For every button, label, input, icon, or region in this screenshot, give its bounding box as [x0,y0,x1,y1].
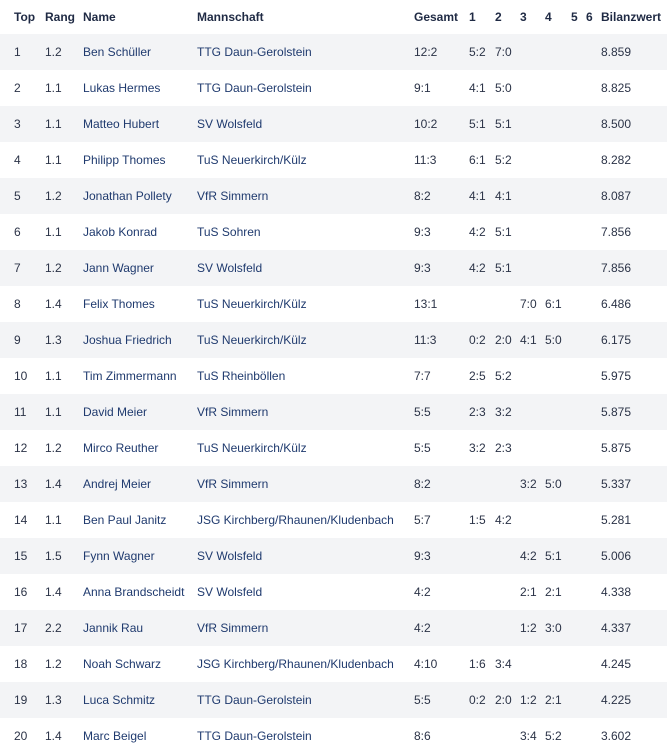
row-bilanz: 6.175 [601,333,632,347]
row-bilanz: 5.875 [601,405,632,419]
row-rang: 1.5 [45,549,62,563]
row-bilanz: 8.282 [601,153,632,167]
table-row [0,466,667,502]
row-score-4: 5:0 [545,333,562,347]
column-header-4[interactable]: 4 [545,10,552,24]
player-link[interactable]: Felix Thomes [83,297,155,311]
row-top: 17 [14,621,28,635]
row-gesamt: 9:3 [414,261,431,275]
row-rang: 1.2 [45,189,62,203]
table-row [0,502,667,538]
table-row [0,178,667,214]
row-gesamt: 8:6 [414,729,431,743]
table-row [0,538,667,574]
player-link[interactable]: Mirco Reuther [83,441,159,455]
row-gesamt: 11:3 [414,153,437,167]
table-header [0,0,667,34]
player-link[interactable]: Tim Zimmermann [83,369,177,383]
row-gesamt: 5:5 [414,405,431,419]
row-rang: 1.1 [45,153,62,167]
team-link[interactable]: TTG Daun-Gerolstein [197,693,312,707]
row-score-4: 6:1 [545,297,562,311]
column-header-top[interactable]: Top [14,10,36,24]
row-top: 5 [14,189,21,203]
row-score-4: 5:1 [545,549,562,563]
row-bilanz: 5.975 [601,369,632,383]
row-top: 6 [14,225,21,239]
row-bilanz: 8.825 [601,81,632,95]
row-score-1: 2:5 [469,369,486,383]
row-top: 20 [14,729,28,743]
team-link[interactable]: SV Wolsfeld [197,585,263,599]
row-score-2: 7:0 [495,45,512,59]
row-gesamt: 4:10 [414,657,438,671]
row-score-1: 1:6 [469,657,486,671]
table-row [0,34,667,70]
column-header-team[interactable]: Mannschaft [197,10,264,24]
row-gesamt: 4:2 [414,585,431,599]
row-rang: 1.1 [45,81,62,95]
row-score-1: 4:2 [469,225,486,239]
table-row [0,646,667,682]
team-link[interactable]: TuS Neuerkirch/Külz [197,297,307,311]
row-rang: 1.2 [45,45,62,59]
player-link[interactable]: Ben Paul Janitz [83,513,167,527]
table-row [0,286,667,322]
row-rang: 2.2 [45,621,62,635]
row-score-3: 2:1 [520,585,537,599]
row-score-2: 3:4 [495,657,512,671]
table-body [0,34,667,754]
row-score-4: 5:2 [545,729,562,743]
column-header-1[interactable]: 1 [469,10,476,24]
row-top: 14 [14,513,28,527]
player-link[interactable]: Jannik Rau [83,621,144,635]
team-link[interactable]: TuS Rheinböllen [197,369,286,383]
player-link[interactable]: Anna Brandscheidt [83,585,185,599]
row-bilanz: 4.245 [601,657,632,671]
table-row [0,718,667,754]
player-link[interactable]: Fynn Wagner [83,549,155,563]
row-score-2: 5:1 [495,261,512,275]
row-score-1: 0:2 [469,693,486,707]
row-score-2: 5:1 [495,117,512,131]
row-score-1: 4:2 [469,261,486,275]
team-link[interactable]: TTG Daun-Gerolstein [197,729,312,743]
team-link[interactable]: SV Wolsfeld [197,261,263,275]
row-score-1: 5:2 [469,45,486,59]
row-rang: 1.4 [45,729,62,743]
column-header-3[interactable]: 3 [520,10,527,24]
player-link[interactable]: Jakob Konrad [83,225,158,239]
row-score-1: 0:2 [469,333,486,347]
row-rang: 1.2 [45,261,62,275]
team-link[interactable]: VfR Simmern [197,477,269,491]
column-header-bilanz[interactable]: Bilanzwert [601,10,662,24]
row-score-1: 6:1 [469,153,486,167]
row-rang: 1.1 [45,369,62,383]
player-link[interactable]: Andrej Meier [83,477,152,491]
row-score-2: 5:0 [495,81,512,95]
row-rang: 1.4 [45,585,62,599]
row-rang: 1.1 [45,405,62,419]
table-row [0,322,667,358]
row-top: 2 [14,81,21,95]
player-link[interactable]: Noah Schwarz [83,657,162,671]
row-rang: 1.3 [45,693,62,707]
row-rang: 1.1 [45,225,62,239]
row-score-3: 3:2 [520,477,537,491]
row-score-1: 1:5 [469,513,486,527]
row-bilanz: 8.859 [601,45,632,59]
table-row [0,214,667,250]
team-link[interactable]: SV Wolsfeld [197,117,263,131]
row-score-3: 4:1 [520,333,537,347]
row-bilanz: 5.281 [601,513,632,527]
team-link[interactable]: TTG Daun-Gerolstein [197,45,312,59]
row-score-2: 4:2 [495,513,512,527]
row-top: 18 [14,657,28,671]
table-row [0,682,667,718]
row-score-2: 5:2 [495,369,512,383]
row-rang: 1.4 [45,477,62,491]
row-score-2: 2:0 [495,333,512,347]
row-top: 7 [14,261,21,275]
row-gesamt: 5:5 [414,693,431,707]
row-score-2: 3:2 [495,405,512,419]
table-row [0,574,667,610]
team-link[interactable]: VfR Simmern [197,621,269,635]
row-gesamt: 8:2 [414,477,431,491]
row-top: 13 [14,477,28,491]
row-gesamt: 9:3 [414,549,431,563]
row-gesamt: 8:2 [414,189,431,203]
row-score-2: 5:1 [495,225,512,239]
row-bilanz: 5.337 [601,477,632,491]
row-score-3: 7:0 [520,297,537,311]
player-link[interactable]: Marc Beigel [83,729,147,743]
row-gesamt: 4:2 [414,621,431,635]
row-bilanz: 4.337 [601,621,632,635]
team-link[interactable]: TTG Daun-Gerolstein [197,81,312,95]
row-score-1: 4:1 [469,189,486,203]
table-row [0,358,667,394]
row-gesamt: 5:5 [414,441,431,455]
row-top: 12 [14,441,28,455]
row-bilanz: 5.006 [601,549,632,563]
row-top: 9 [14,333,21,347]
player-link[interactable]: Ben Schüller [83,45,152,59]
row-top: 19 [14,693,28,707]
row-bilanz: 5.875 [601,441,632,455]
row-bilanz: 8.500 [601,117,632,131]
row-bilanz: 8.087 [601,189,632,203]
row-score-4: 2:1 [545,693,562,707]
table-row [0,610,667,646]
row-score-3: 3:4 [520,729,537,743]
row-bilanz: 3.602 [601,729,632,743]
row-score-1: 4:1 [469,81,486,95]
row-score-2: 5:2 [495,153,512,167]
row-gesamt: 12:2 [414,45,438,59]
player-link[interactable]: David Meier [83,405,148,419]
row-gesamt: 5:7 [414,513,431,527]
team-link[interactable]: TuS Sohren [197,225,261,239]
table-row [0,70,667,106]
row-rang: 1.4 [45,297,62,311]
table-row [0,106,667,142]
row-score-2: 2:3 [495,441,512,455]
row-rang: 1.2 [45,441,62,455]
row-score-4: 2:1 [545,585,562,599]
column-header-2[interactable]: 2 [495,10,502,24]
player-link[interactable]: Matteo Hubert [83,117,160,131]
player-link[interactable]: Luca Schmitz [83,693,156,707]
team-link[interactable]: VfR Simmern [197,189,269,203]
team-link[interactable]: TuS Neuerkirch/Külz [197,441,307,455]
row-score-3: 1:2 [520,621,537,635]
row-gesamt: 9:1 [414,81,431,95]
row-bilanz: 4.225 [601,693,632,707]
row-top: 3 [14,117,21,131]
team-link[interactable]: JSG Kirchberg/Rhaunen/Kludenbach [197,657,394,671]
row-top: 4 [14,153,21,167]
player-link[interactable]: Lukas Hermes [83,81,161,95]
row-rang: 1.1 [45,117,62,131]
row-rang: 1.2 [45,657,62,671]
row-top: 1 [14,45,21,59]
row-gesamt: 7:7 [414,369,431,383]
row-top: 15 [14,549,28,563]
row-score-2: 2:0 [495,693,512,707]
row-top: 10 [14,369,28,383]
team-link[interactable]: SV Wolsfeld [197,549,263,563]
column-header-6[interactable]: 6 [586,10,593,24]
row-top: 16 [14,585,28,599]
row-gesamt: 13:1 [414,297,438,311]
row-gesamt: 11:3 [414,333,437,347]
row-gesamt: 9:3 [414,225,431,239]
column-header-5[interactable]: 5 [571,10,578,24]
table-row [0,250,667,286]
row-rang: 1.1 [45,513,62,527]
column-header-name[interactable]: Name [83,10,116,24]
column-header-gesamt[interactable]: Gesamt [414,10,459,24]
row-top: 8 [14,297,21,311]
row-score-4: 5:0 [545,477,562,491]
row-score-1: 5:1 [469,117,486,131]
row-score-2: 4:1 [495,189,512,203]
row-score-1: 2:3 [469,405,486,419]
row-score-1: 3:2 [469,441,486,455]
column-header-rang[interactable]: Rang [45,10,75,24]
team-link[interactable]: TuS Neuerkirch/Külz [197,153,307,167]
player-link[interactable]: Jann Wagner [83,261,154,275]
player-link[interactable]: Philipp Thomes [83,153,166,167]
team-link[interactable]: JSG Kirchberg/Rhaunen/Kludenbach [197,513,394,527]
row-score-3: 1:2 [520,693,537,707]
row-bilanz: 7.856 [601,225,632,239]
row-rang: 1.3 [45,333,62,347]
team-link[interactable]: VfR Simmern [197,405,269,419]
row-gesamt: 10:2 [414,117,438,131]
row-top: 11 [14,405,27,419]
row-score-3: 4:2 [520,549,537,563]
player-link[interactable]: Joshua Friedrich [83,333,172,347]
table-row [0,142,667,178]
row-score-4: 3:0 [545,621,562,635]
row-bilanz: 7.856 [601,261,632,275]
table-row [0,394,667,430]
team-link[interactable]: TuS Neuerkirch/Külz [197,333,307,347]
table-row [0,430,667,466]
row-bilanz: 4.338 [601,585,632,599]
row-bilanz: 6.486 [601,297,632,311]
player-link[interactable]: Jonathan Pollety [83,189,172,203]
